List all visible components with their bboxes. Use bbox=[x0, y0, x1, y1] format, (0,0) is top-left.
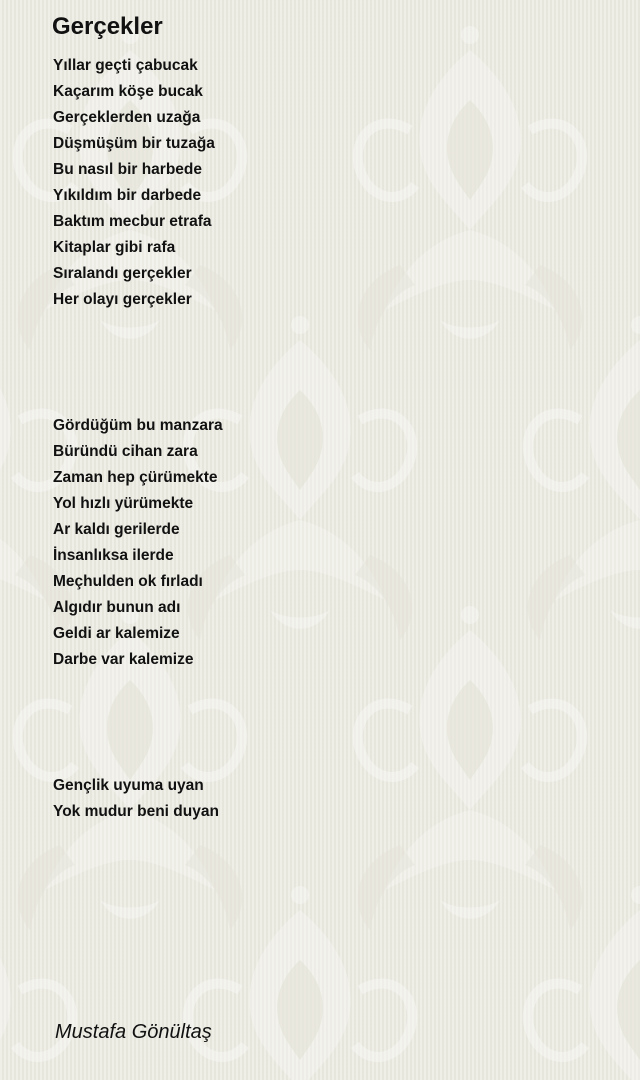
stanza bbox=[53, 413, 223, 673]
verse-line: Baktım mecbur etrafa bbox=[53, 213, 212, 230]
verse-line: Gençlik uyuma uyan bbox=[53, 777, 204, 794]
verse-line: Yıkıldım bir darbede bbox=[53, 187, 202, 204]
verse-line: Yıllar geçti çabucak bbox=[53, 57, 198, 74]
verse-line: Gördüğüm bu manzara bbox=[53, 417, 223, 434]
stanza bbox=[53, 773, 219, 825]
verse-line: Kaçarım köşe bucak bbox=[53, 83, 203, 100]
verse-line: Her olayı gerçekler bbox=[53, 291, 192, 308]
verse-line: Sıralandı gerçekler bbox=[53, 265, 192, 282]
verse-line: Düşmüşüm bir tuzağa bbox=[53, 135, 215, 152]
verse-line: Büründü cihan zara bbox=[53, 443, 198, 460]
poem-title: Gerçekler bbox=[52, 13, 163, 40]
verse-line: Yol hızlı yürümekte bbox=[53, 495, 194, 512]
verse-line: Geldi ar kalemize bbox=[53, 625, 180, 642]
verse-line: Bu nasıl bir harbede bbox=[53, 161, 203, 178]
verse-line: Zaman hep çürümekte bbox=[53, 469, 218, 486]
verse-line: Kitaplar gibi rafa bbox=[53, 239, 176, 256]
verse-line: Yok mudur beni duyan bbox=[53, 803, 219, 820]
verse-line: Algıdır bunun adı bbox=[53, 599, 181, 616]
stanza bbox=[53, 53, 215, 313]
verse-line: Ar kaldı gerilerde bbox=[53, 521, 180, 538]
poem-author: Mustafa Gönültaş bbox=[55, 1021, 212, 1043]
verse-line: Gerçeklerden uzağa bbox=[53, 109, 201, 126]
verse-line: Darbe var kalemize bbox=[53, 651, 194, 668]
verse-line: Meçhulden ok fırladı bbox=[53, 573, 203, 590]
verse-line: İnsanlıksa ilerde bbox=[53, 547, 174, 564]
